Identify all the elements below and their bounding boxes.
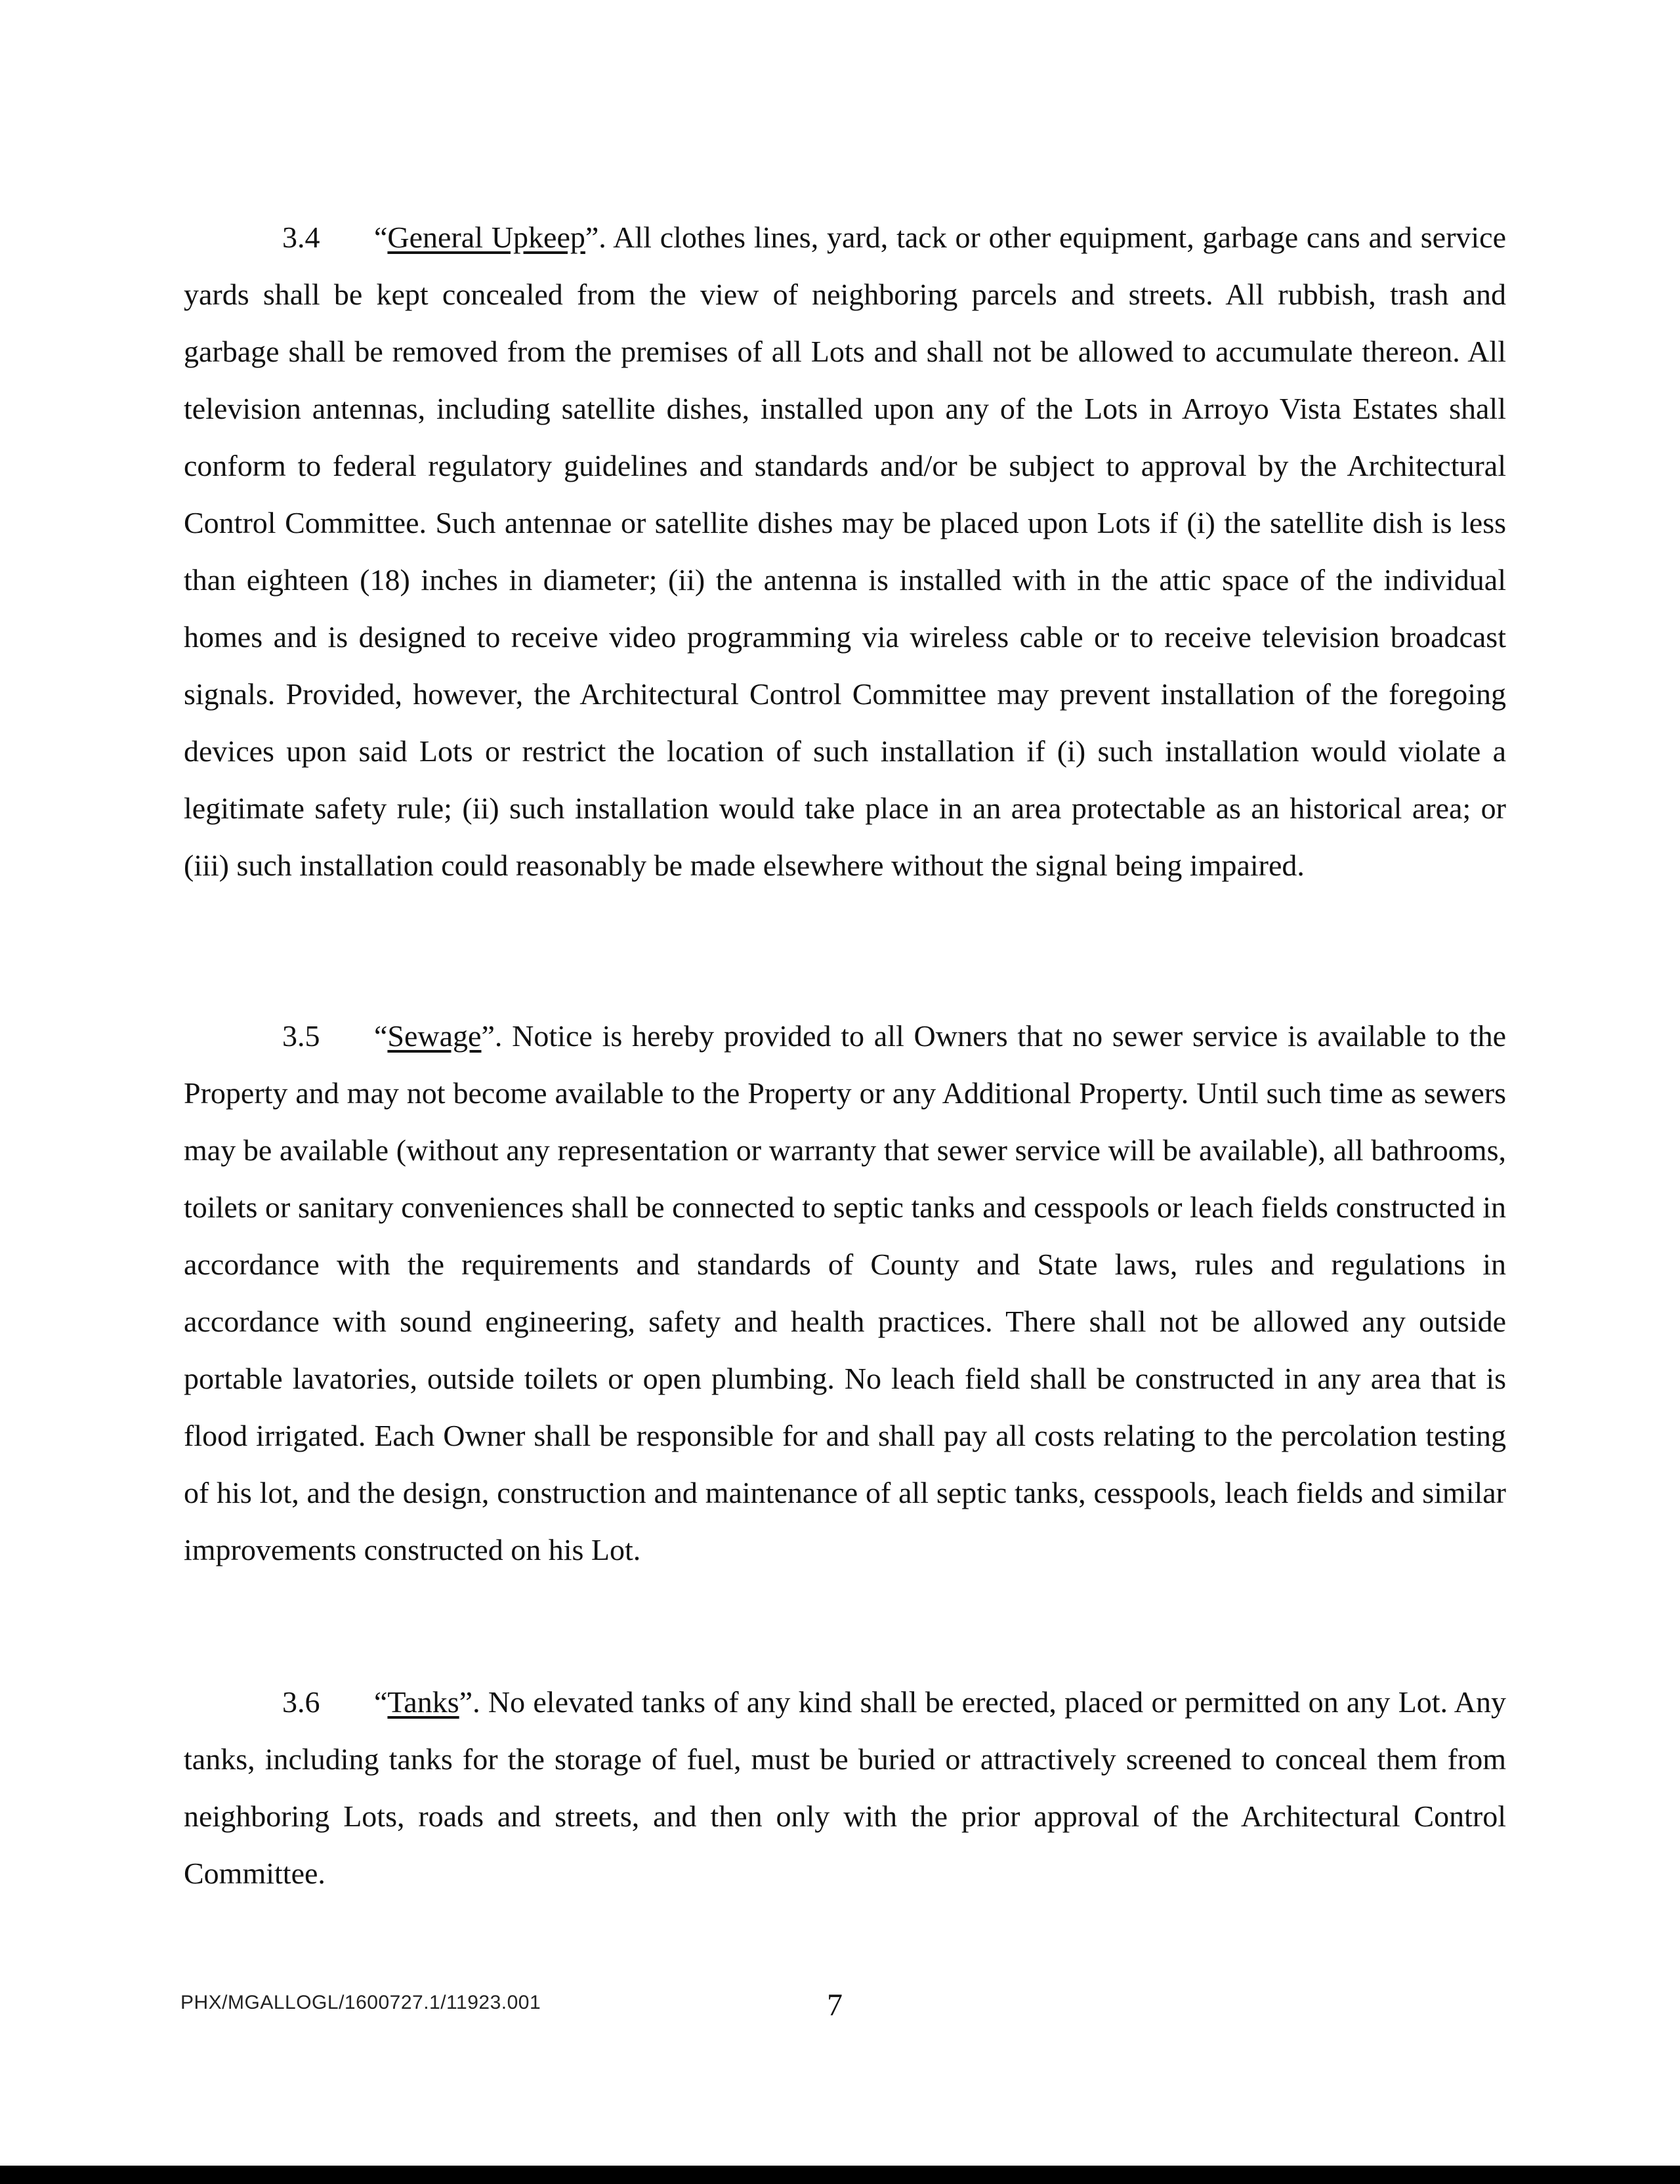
section-3-6: 3.6 “Tanks”. No elevated tanks of any kind shall be erected, placed or permitted on any Lot. Any tanks, including tanks for the storage of fuel, must be buried or attractively screened to conceal them from neighboring Lots, roads and streets, and then only with the prior approval of the Architectural Control Committee. — [184, 1673, 1506, 1902]
section-title: Tanks — [387, 1685, 459, 1719]
section-number: 3.5 — [282, 1019, 320, 1053]
section-3-5: 3.5 “Sewage”. Notice is hereby provided to all Owners that no sewer service is available to the Property and may not become available to the Property or any Additional Property. Until such time as sewers may be available (without any representation or warranty that sewer service will be available), all bathrooms, toilets or sanitary conveniences shall be connected to septic tanks and cesspools or leach fields constructed in accordance with the requirements and standards of County and State laws, rules and regulations in accordance with sound engineering, safety and health practices. There shall not be allowed any outside portable lavatories, outside toilets or open plumbing. No leach field shall be constructed in any area that is flood irrigated. Each Owner shall be responsible for and shall pay all costs relating to the percolation testing of his lot, and the design, construction and maintenance of all septic tanks, cesspools, leach fields and similar improvements constructed on his Lot. — [184, 1007, 1506, 1578]
section-title: General Upkeep — [387, 220, 585, 254]
section-body: . No elevated tanks of any kind shall be erected, placed or permitted on any Lot. Any tanks, including tanks for the storage of fuel, must be buried or attractively screened to conceal them from neighboring Lots, roads and streets, and then only with the prior approval of the Architectural Control Committee. — [184, 1685, 1506, 1890]
section-title: Sewage — [387, 1019, 482, 1053]
section-body: . Notice is hereby provided to all Owners that no sewer service is available to the Property and may not become available to the Property or any Additional Property. Until such time as sewers may be available (without any representation or warranty that sewer service will be available), all bathrooms, toilets or sanitary conveniences shall be connected to septic tanks and cesspools or leach fields constructed in accordance with the requirements and standards of County and State laws, rules and regulations in accordance with sound engineering, safety and health practices. There shall not be allowed any outside portable lavatories, outside toilets or open plumbing. No leach field shall be constructed in any area that is flood irrigated. Each Owner shall be responsible for and shall pay all costs relating to the percolation testing of his lot, and the design, construction and maintenance of all septic tanks, cesspools, leach fields and similar improvements constructed on his Lot. — [184, 1019, 1506, 1566]
document-id-footer: PHX/MGALLOGL/1600727.1/11923.001 — [180, 1992, 541, 2013]
section-body: . All clothes lines, yard, tack or other equipment, garbage cans and service yards shall be kept concealed from the view of neighboring parcels and streets. All rubbish, trash and garbage shall be removed from the premises of all Lots and shall not be allowed to accumulate thereon. All television antennas, including satellite dishes, installed upon any of the Lots in Arroyo Vista Estates shall conform to federal regulatory guidelines and standards and/or be subject to approval by the Architectural Control Committee. Such antennae or satellite dishes may be placed upon Lots if (i) the satellite dish is less than eighteen (18) inches in diameter; (ii) the antenna is installed with in the attic space of the individual homes and is designed to receive video programming via wireless cable or to receive television broadcast signals. Provided, however, the Architectural Control Committee may prevent installation of the foregoing devices upon said Lots or restrict the location of such installation if (i) such installation would violate a legitimate safety rule; (ii) such installation would take place in an area protectable as an historical area; or (iii) such installation could reasonably be made elsewhere without the signal being impaired. — [184, 220, 1506, 882]
section-3-4: 3.4 “General Upkeep”. All clothes lines, yard, tack or other equipment, garbage cans and service yards shall be kept concealed from the view of neighboring parcels and streets. All rubbish, trash and garbage shall be removed from the premises of all Lots and shall not be allowed to accumulate thereon. All television antennas, including satellite dishes, installed upon any of the Lots in Arroyo Vista Estates shall conform to federal regulatory guidelines and standards and/or be subject to approval by the Architectural Control Committee. Such antennae or satellite dishes may be placed upon Lots if (i) the satellite dish is less than eighteen (18) inches in diameter; (ii) the antenna is installed with in the attic space of the individual homes and is designed to receive video programming via wireless cable or to receive television broadcast signals. Provided, however, the Architectural Control Committee may prevent installation of the foregoing devices upon said Lots or restrict the location of such installation if (i) such installation would violate a legitimate safety rule; (ii) such installation would take place in an area protectable as an historical area; or (iii) such installation could reasonably be made elsewhere without the signal being impaired. — [184, 209, 1506, 894]
section-number: 3.4 — [282, 220, 320, 254]
scan-edge-bar — [0, 2166, 1680, 2184]
page-number: 7 — [827, 1988, 843, 2023]
section-number: 3.6 — [282, 1685, 320, 1719]
